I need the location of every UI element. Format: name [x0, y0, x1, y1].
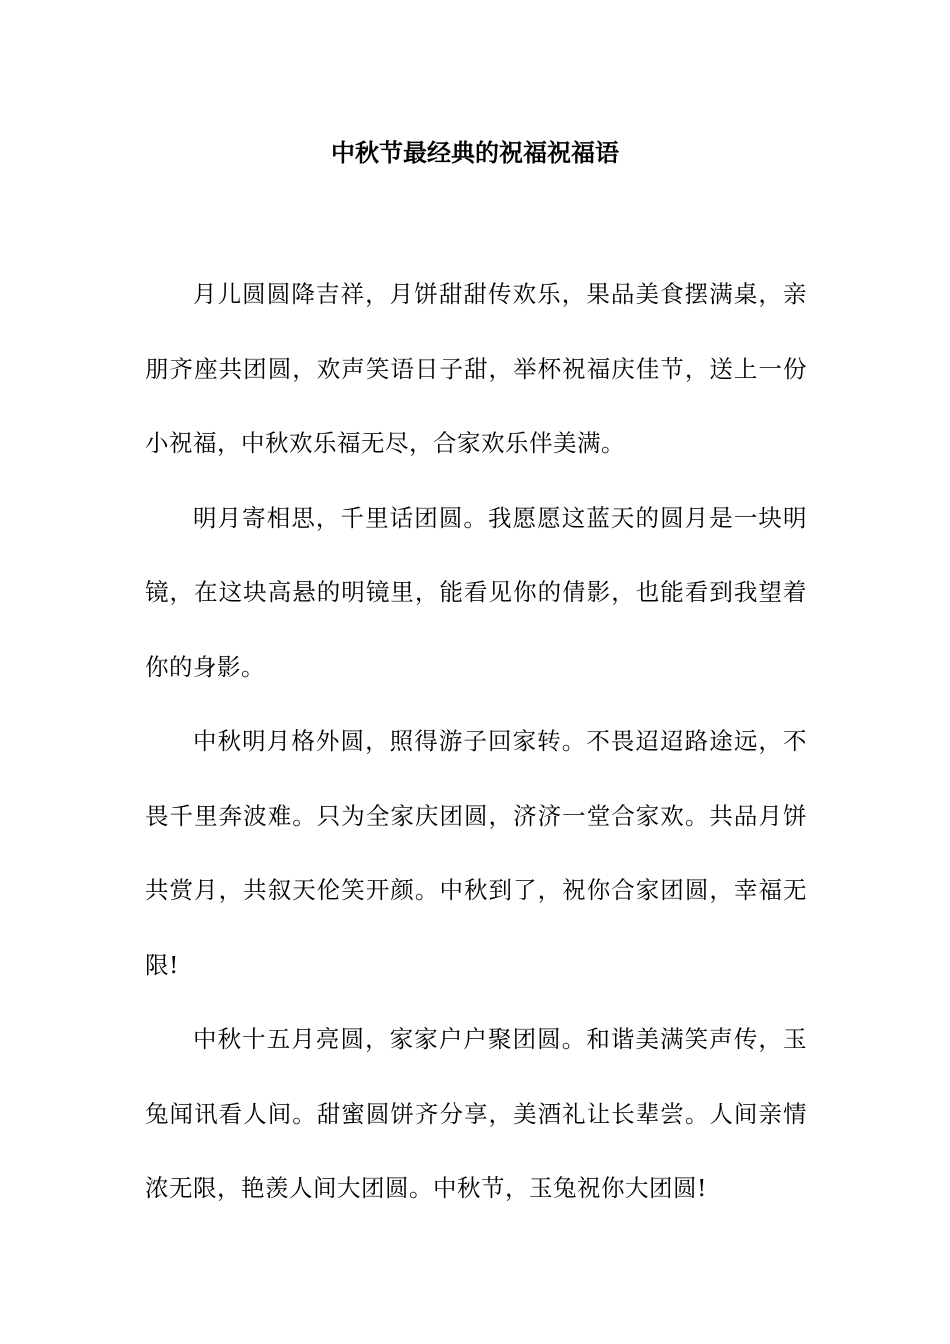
- document-body: [145, 257, 807, 1226]
- paragraph-2: 明月寄相思，千里话团圆。我愿愿这蓝天的圆月是一块明镜，在这块高悬的明镜里，能看见你的倩影，也能看到我望着你的身影。: [145, 503, 807, 681]
- paragraph-1: 月儿圆圆降吉祥，月饼甜甜传欢乐，果品美食摆满桌，亲朋齐座共团圆，欢声笑语日子甜，举杯祝福庆佳节，送上一份小祝福，中秋欢乐福无尽，合家欢乐伴美满。: [145, 280, 807, 457]
- document-title: 中秋节最经典的祝福祝福语: [331, 138, 619, 167]
- paragraph-3: 中秋明月格外圆，照得游子回家转。不畏迢迢路途远，不畏千里奔波难。只为全家庆团圆，济济一堂合家欢。共品月饼共赏月，共叙天伦笑开颜。中秋到了，祝你合家团圆，幸福无限!: [145, 727, 807, 979]
- paragraph-4: 中秋十五月亮圆，家家户户聚团圆。和谐美满笑声传，玉兔闻讯看人间。甜蜜圆饼齐分享，美酒礼让长辈尝。人间亲情浓无限，艳羡人间大团圆。中秋节，玉兔祝你大团圆!: [145, 1025, 807, 1202]
